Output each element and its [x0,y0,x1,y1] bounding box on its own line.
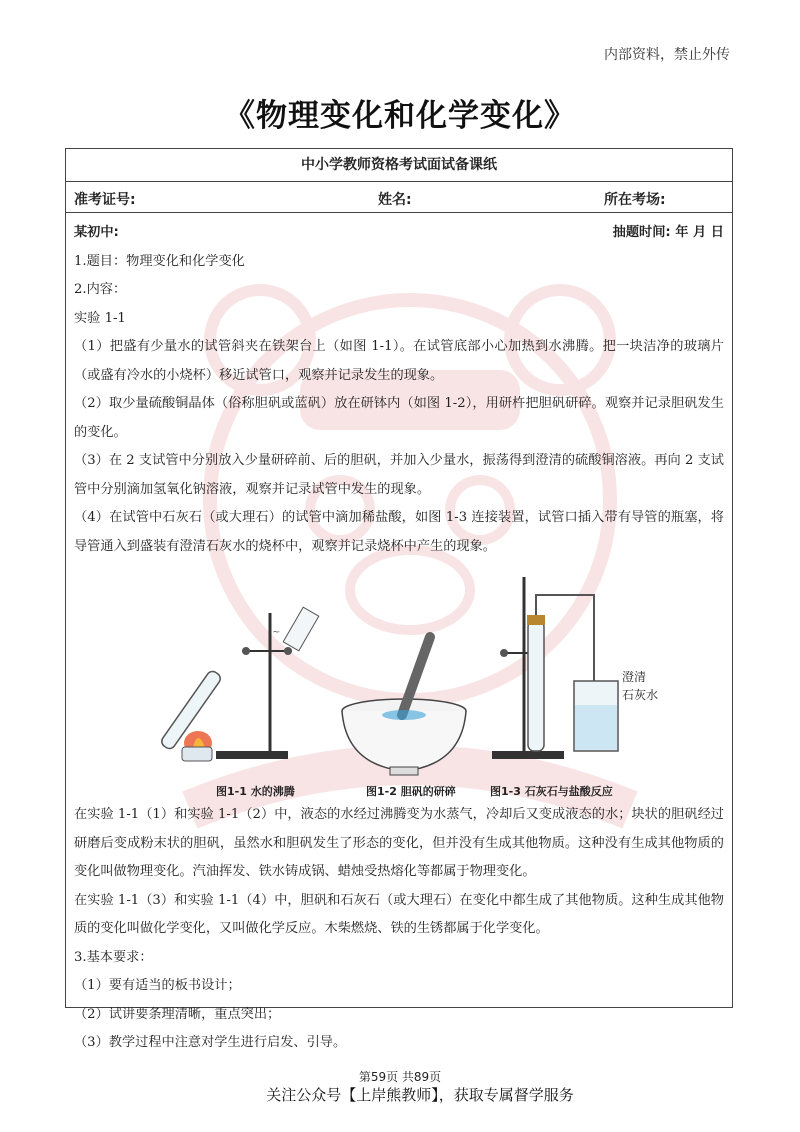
figure-boiling-water [159,607,318,761]
content-label: 2.内容： [74,282,127,297]
exam-id-label: 准考证号: [74,192,136,208]
experiment-step-4: （4）在试管中石灰石（或大理石）的试管中滴加稀盐酸，如图 1-3 连接装置，试管口插入带有导管的瓶塞，将导管通入到盛装有澄清石灰水的烧杯中，观察并记录烧杯中产生的现象。 [74,510,724,554]
caption-figure-1-2: 图1-2 胆矾的研碎 [366,785,456,798]
experiment-label: 实验 1-1 [74,310,126,326]
experiment-step-3: （3）在 2 支试管中分别放入少量研碎前、后的胆矾，并加入少量水，振荡得到澄清的硫酸铜溶液。再向 2 支试管中分别滴加氢氧化钠溶液，观察并记录试管中发生的现象。 [74,453,724,497]
name-label: 姓名: [378,192,412,208]
requirement-1: （1）要有适当的板书设计； [74,978,241,993]
figure-label-limewater-1: 澄清 [622,670,647,684]
chemical-change-text: 在实验 1-1（3）和实验 1-1（4）中，胆矾和石灰石（或大理石）在变化中都生成了其他物质。这种生成其他物质的变化叫做化学变化，又叫做化学反应。木柴燃烧、铁的生锈都属于化学变化。 [74,892,724,936]
school-row [74,219,724,248]
physical-change-text: 在实验 1-1（1）和实验 1-1（2）中，液态的水经过沸腾变为水蒸气，冷却后又变成液态的水；块状的胆矾经过研磨后变成粉末状的胆矾，虽然水和胆矾发生了形态的变化，但并没有生成其他物质。这种没有生成其他物质的变化叫做物理变化。汽油挥发、铁水铸成锅、蜡烛受热熔化等都属于物理变化。 [74,807,724,879]
form-body [66,213,732,1058]
topic-line: 1.题目：物理变化和化学变化 [74,253,245,269]
page-number: 第59页 共89页 [358,1070,442,1084]
figure-limestone-acid [492,577,658,759]
experiment-step-2: （2）取少量硫酸铜晶体（俗称胆矾或蓝矾）放在研钵内（如图 1-2），用研杵把胆矾研碎。观察并记录胆矾发生的变化。 [74,396,724,440]
svg-text:~: ~ [272,627,281,638]
figure-mortar-pestle [342,637,466,775]
figure-label-limewater-2: 石灰水 [622,688,659,702]
caption-figure-1-1: 图1-1 水的沸腾 [216,785,295,798]
form-heading: 中小学教师资格考试面试备课纸 [66,149,732,182]
follow-notice: 关注公众号【上岸熊教师】，获取专属督学服务 [266,1086,574,1104]
requirements-label: 3.基本要求： [74,949,153,965]
requirement-3: （3）教学过程中注意对学生进行启发、引导。 [74,1035,347,1050]
experiment-figures [74,565,724,801]
exam-site-label: 所在考场: [604,192,666,208]
candidate-info-row [66,182,732,213]
document-title: 《物理变化和化学变化》 [224,98,576,134]
requirement-2: （2）试讲要条理清晰，重点突出； [74,1006,281,1022]
caption-figure-1-3: 图1-3 石灰石与盐酸反应 [490,785,613,798]
draw-time-label: 抽题时间: 年 月 日 [612,225,724,240]
confidential-notice: 内部资料，禁止外传 [604,47,730,63]
lesson-prep-form [65,148,733,1050]
experiment-step-1: （1）把盛有少量水的试管斜夹在铁架台上（如图 1-1）。在试管底部小心加热到水沸腾。把一块洁净的玻璃片（或盛有冷水的小烧杯）移近试管口，观察并记录发生的现象。 [74,339,724,383]
school-label: 某初中: [74,225,119,240]
